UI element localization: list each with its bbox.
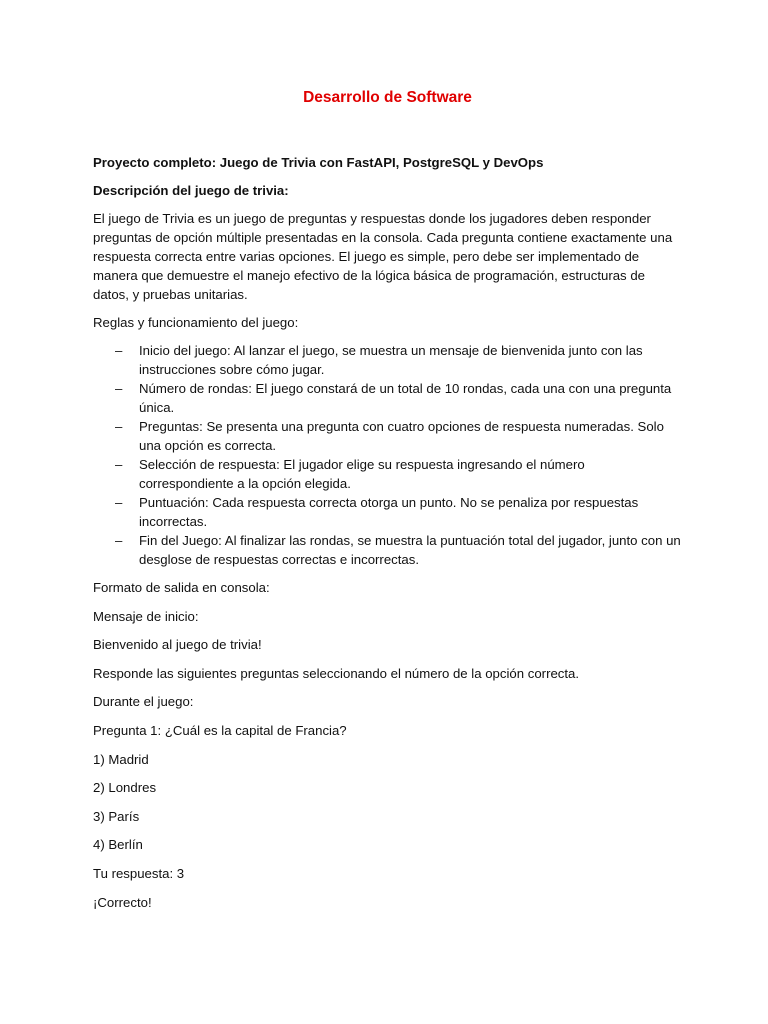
rule-item <box>93 379 682 417</box>
welcome-line: Bienvenido al juego de trivia! <box>93 637 262 653</box>
result-line: ¡Correcto! <box>93 894 152 910</box>
rule-item <box>93 417 682 455</box>
dash-bullet: – <box>115 495 123 510</box>
rule-text: Preguntas: Se presenta una pregunta con cuatro opciones de respuesta numeradas. Solo una opción es correcta. <box>139 419 664 453</box>
document-title: Desarrollo de Software <box>303 89 472 106</box>
rule-text: Selección de respuesta: El jugador elige su respuesta ingresando el número correspondiente a la opción elegida. <box>139 457 585 491</box>
rule-text: Fin del Juego: Al finalizar las rondas, se muestra la puntuación total del jugador, junto con un desglose de respuestas correctas e incorrectas. <box>139 533 681 567</box>
dash-bullet: – <box>115 381 123 396</box>
option-line: 4) Berlín <box>93 837 143 853</box>
dash-bullet: – <box>115 419 123 434</box>
rules-list <box>93 341 682 569</box>
rule-text: Puntuación: Cada respuesta correcta otorga un punto. No se penaliza por respuestas incorrectas. <box>139 495 639 529</box>
rule-text: Número de rondas: El juego constará de un total de 10 rondas, cada una con una pregunta única. <box>139 381 672 415</box>
console-format-label: Formato de salida en consola: <box>93 580 270 595</box>
dash-bullet: – <box>115 457 123 472</box>
during-game-label: Durante el juego: <box>93 694 194 710</box>
option-line: 3) París <box>93 808 140 824</box>
rule-text: Inicio del juego: Al lanzar el juego, se muestra un mensaje de bienvenida junto con las instrucciones sobre cómo jugar. <box>139 343 643 377</box>
instructions-line: Responde las siguientes preguntas seleccionando el número de la opción correcta. <box>93 665 580 681</box>
question-line: Pregunta 1: ¿Cuál es la capital de Francia? <box>93 722 347 738</box>
dash-bullet: – <box>115 533 123 548</box>
option-line: 2) Londres <box>93 780 157 796</box>
rule-item <box>93 455 682 493</box>
rule-item <box>93 341 682 379</box>
dash-bullet: – <box>115 343 123 358</box>
description-heading: Descripción del juego de trivia: <box>93 183 289 198</box>
description-paragraph: El juego de Trivia es un juego de preguntas y respuestas donde los jugadores deben responder preguntas de opción múltiple presentadas en la consola. Cada pregunta contiene exactamente una respuesta correcta entre varias opciones. El juego es simple, pero debe ser implementado de manera que demuestre el manejo efectivo de la lógica básica de programación, estructuras de datos, y pruebas unitarias. <box>93 211 673 302</box>
project-heading: Proyecto completo: Juego de Trivia con FastAPI, PostgreSQL y DevOps <box>93 155 544 170</box>
start-message-label: Mensaje de inicio: <box>93 608 199 624</box>
rules-heading: Reglas y funcionamiento del juego: <box>93 315 299 330</box>
answer-line: Tu respuesta: 3 <box>93 865 185 881</box>
rule-item <box>93 493 682 531</box>
option-line: 1) Madrid <box>93 751 149 767</box>
rule-item <box>93 531 682 569</box>
